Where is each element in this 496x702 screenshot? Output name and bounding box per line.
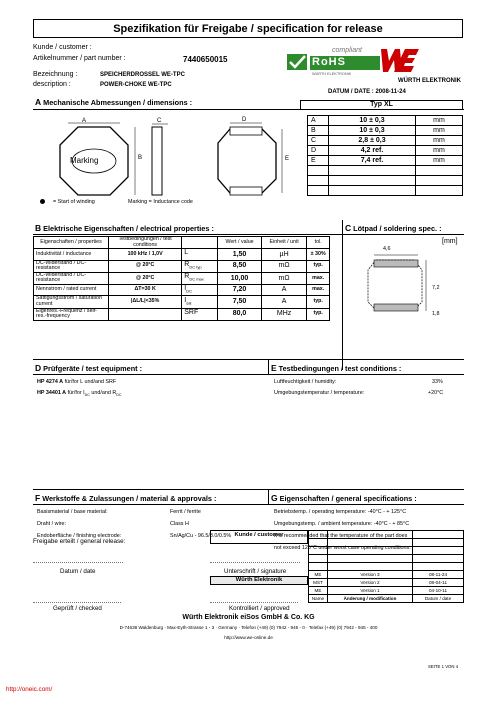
- electrical-row: [34, 308, 330, 320]
- value: 7,50: [218, 296, 262, 308]
- symbol: [182, 308, 218, 320]
- we-logo-text: WÜRTH ELEKTRONIK: [398, 78, 461, 84]
- revision-row: [309, 587, 464, 595]
- section-e-title: [271, 363, 401, 373]
- value: 7,20: [218, 284, 262, 295]
- approved-line: [210, 602, 298, 603]
- dimension-key: D: [308, 146, 329, 156]
- description: POWER-CHOKE WE-TPC: [100, 82, 172, 88]
- divider: [342, 220, 343, 370]
- revision-name: MST: [309, 579, 328, 587]
- dimension-row: [308, 136, 463, 146]
- signature-line: [210, 562, 300, 563]
- col-header-tolerance: tol.: [307, 237, 330, 249]
- property-name: DC-Widerstand / DC-resistance: [34, 272, 109, 284]
- rohs-sub-text: WÜRTH ELEKTRONIK: [312, 72, 352, 76]
- col-header-conditions: Testbedingungen / test conditions: [109, 237, 182, 249]
- section-d-letter: D: [35, 363, 42, 373]
- unit: µH: [261, 249, 306, 260]
- test-equipment-1-model: HP 4274 A: [37, 379, 64, 385]
- base-material-label: Basismaterial / base material:: [37, 509, 108, 515]
- dimension-key: E: [308, 156, 329, 166]
- finishing-label: Endoberfläche / finishing electrode:: [37, 533, 122, 539]
- dimension-unit: mm: [416, 126, 463, 136]
- source-url-link[interactable]: http://oneic.com/: [6, 686, 53, 693]
- footer-address: D-74638 Waldenburg · Max-Eyth-Strasse 1 - 3 · Germany · Telefon (+49) (0) 7942 - 945 - 0 · Telefax (+49) (0) 7942 - 945 - 400: [119, 625, 378, 630]
- col-header-symbol: [182, 237, 218, 249]
- customer-stamp-label: Kunde / customer: [234, 532, 284, 538]
- dim-label-e: E: [285, 156, 290, 162]
- dimension-row: [308, 126, 463, 136]
- designation: SPEICHERDROSSEL WE-TPC: [100, 72, 185, 78]
- divider: [33, 374, 464, 375]
- signature-label: Unterschrift / signature: [224, 568, 287, 575]
- dimension-row: [308, 156, 463, 166]
- description-label: description :: [33, 81, 71, 88]
- symbol-sub: DC typ: [189, 264, 202, 270]
- general-spec-line: It is recommended that the temperature of the part does: [274, 533, 408, 539]
- dimension-key: B: [308, 126, 329, 136]
- dimensions-table: [307, 115, 463, 196]
- legend-start: = Start of winding: [53, 199, 95, 205]
- divider: [33, 234, 464, 235]
- unit: mΩ: [261, 260, 306, 272]
- rohs-text: RoHS: [312, 56, 346, 68]
- dim-label-a: A: [82, 118, 87, 124]
- symbol-main: I: [184, 296, 187, 304]
- test-equipment-2-model: HP 34401 A: [37, 390, 67, 396]
- dim-label-b: B: [138, 155, 143, 161]
- customer-label: Kunde / customer :: [33, 44, 92, 51]
- revision-change: Version 2: [328, 579, 413, 587]
- unit: mΩ: [261, 272, 306, 284]
- revision-change: Version 3: [328, 571, 413, 579]
- unit: A: [261, 284, 306, 295]
- test-equipment-2-sub1: DC: [84, 393, 90, 398]
- divider: [33, 359, 464, 360]
- revision-row-empty: [309, 547, 464, 555]
- checked-label: Geprüft / checked: [53, 605, 102, 612]
- revision-date: 04-10-11: [413, 587, 464, 595]
- tolerance: max.: [307, 272, 330, 284]
- revision-date: 08-11-24: [413, 571, 464, 579]
- dimension-row-empty: [308, 166, 463, 176]
- unit: MHz: [261, 308, 306, 320]
- dimension-value: 2,8 ± 0,3: [329, 136, 416, 146]
- date-line: [33, 562, 123, 563]
- symbol: [182, 296, 218, 308]
- section-c-letter: C: [345, 223, 352, 233]
- property-name: Eigenres.-Frequenz / self-res.-frequency: [34, 308, 109, 320]
- section-b-title: [35, 223, 214, 233]
- legend-marking: Marking = Inductance code: [128, 199, 193, 205]
- revision-date: 08-04-11: [413, 579, 464, 587]
- start-of-winding-dot: [40, 199, 45, 204]
- test-equipment-2-sub2: DC: [116, 393, 122, 398]
- dimension-unit: mm: [416, 146, 463, 156]
- electrical-row: [34, 284, 330, 295]
- dimension-value: 10 ± 0,3: [329, 116, 416, 126]
- revision-header-name: Name: [309, 595, 328, 603]
- tolerance: typ.: [307, 296, 330, 308]
- marking-label: Marking: [70, 156, 99, 165]
- symbol: [182, 249, 218, 260]
- pad-dim-right: 7,2: [432, 285, 440, 291]
- solder-pad-drawing: [362, 250, 432, 320]
- we-stamp-label: Würth Elektronik: [235, 577, 283, 583]
- symbol-sub: sat: [186, 300, 192, 306]
- temperature-label: Umgebungstemperatur / temperature:: [274, 390, 365, 396]
- revision-row-empty: [309, 539, 464, 547]
- section-c-text: Lötpad / soldering spec. :: [353, 224, 442, 233]
- property-name: Nennstrom / rated current: [34, 284, 109, 295]
- revision-header-change: Änderung / modification: [328, 595, 413, 603]
- page-number: SEITE 1 VON 4: [428, 664, 459, 669]
- checked-line: [33, 602, 121, 603]
- section-f-title: [35, 493, 216, 503]
- value: 1,50: [218, 249, 262, 260]
- wire-value: Class H: [170, 521, 189, 527]
- dimension-value: 10 ± 0,3: [329, 126, 416, 136]
- section-d-title: [35, 363, 142, 373]
- revision-row-empty: [309, 563, 464, 571]
- dimension-unit: mm: [416, 116, 463, 126]
- revision-row: [309, 579, 464, 587]
- value: 10,00: [218, 272, 262, 284]
- col-header-properties: Eigenschaften / properties: [34, 237, 109, 249]
- general-release-label: Freigabe erteilt / general release:: [33, 538, 126, 545]
- test-condition: ΔT=30 K: [109, 284, 182, 295]
- section-g-title: [271, 493, 417, 503]
- designation-label: Bezeichnung :: [33, 71, 78, 78]
- divider: [268, 359, 269, 375]
- test-equipment-1: [37, 379, 116, 385]
- test-condition: @ 20°C: [109, 260, 182, 272]
- divider: [268, 489, 269, 505]
- symbol-sub: DC: [186, 288, 192, 294]
- test-equipment-2-mid: und/and R: [89, 390, 117, 396]
- footer-website[interactable]: http://www.we-online.de: [224, 635, 273, 640]
- revision-header-row: [309, 595, 464, 603]
- electrical-properties-table: [33, 236, 330, 321]
- rohs-compliant-text: compliant: [332, 47, 362, 54]
- pad-unit: [mm]: [442, 238, 458, 245]
- humidity-value: 33%: [432, 379, 443, 385]
- section-b-text: Elektrische Eigenschaften / electrical properties :: [43, 224, 214, 233]
- test-condition: 100 kHz / 1,0V: [109, 249, 182, 260]
- section-b-letter: B: [35, 223, 42, 233]
- part-number-label: Artikelnummer / part number :: [33, 55, 126, 62]
- electrical-row: [34, 272, 330, 284]
- section-f-text: Werkstoffe & Zulassungen / material & approvals :: [42, 494, 217, 503]
- dimension-row: [308, 116, 463, 126]
- symbol: [182, 284, 218, 295]
- test-condition: [109, 308, 182, 320]
- electrical-row: [34, 296, 330, 308]
- dimension-key: C: [308, 136, 329, 146]
- property-name: Induktivität / inductance: [34, 249, 109, 260]
- tolerance: typ.: [307, 308, 330, 320]
- test-condition: @ 20°C: [109, 272, 182, 284]
- revision-row-empty: [309, 531, 464, 539]
- dimension-row-empty: [308, 186, 463, 196]
- revision-row-empty: [309, 555, 464, 563]
- test-equipment-2: [37, 390, 121, 397]
- page-title: Spezifikation für Freigabe / specification for release: [113, 23, 383, 35]
- pad-dim-top: 4,6: [383, 246, 391, 252]
- dimension-value: 4,2 ref.: [329, 146, 416, 156]
- symbol-sub: DC max: [189, 276, 204, 282]
- dimension-row-empty: [308, 176, 463, 186]
- section-a-text: Mechanische Abmessungen / dimensions :: [43, 98, 193, 107]
- section-e-letter: E: [271, 363, 277, 373]
- section-g-letter: G: [271, 493, 278, 503]
- electrical-row: [34, 249, 330, 260]
- col-header-value: Wert / value: [218, 237, 262, 249]
- date-stamp: DATUM / DATE : 2008-11-24: [328, 89, 406, 95]
- tolerance: max.: [307, 284, 330, 295]
- section-f-letter: F: [35, 493, 41, 503]
- value: 80,0: [218, 308, 262, 320]
- temperature-value: +20°C: [428, 390, 444, 396]
- unit: A: [261, 296, 306, 308]
- dim-label-d: D: [242, 117, 247, 123]
- general-spec-line: not exceed 125°C under worst case operating conditions.: [274, 545, 411, 551]
- value: 8,50: [218, 260, 262, 272]
- divider: [33, 504, 464, 505]
- type-label: Typ XL: [370, 101, 393, 108]
- electrical-row: [34, 260, 330, 272]
- symbol-main: I: [184, 285, 187, 293]
- finishing-value: Sn/Ag/Cu - 96.5/3.0/0.5%: [170, 533, 232, 539]
- humidity-label: Luftfeuchtigkeit / humidity:: [274, 379, 337, 385]
- revision-row: [309, 571, 464, 579]
- symbol-main: L: [184, 249, 189, 257]
- symbol: [182, 272, 218, 284]
- section-a-letter: A: [35, 97, 42, 107]
- part-number: 7440650015: [183, 55, 228, 64]
- symbol-main: R: [184, 273, 190, 281]
- symbol-main: R: [184, 261, 190, 269]
- general-spec-line: Umgebungstemp. / ambient temperature: -40°C - + 85°C: [274, 521, 410, 527]
- revision-table: [308, 530, 464, 603]
- test-equipment-2-text: für/for I: [66, 390, 85, 396]
- dimension-row: [308, 146, 463, 156]
- date-label: Datum / date: [60, 568, 96, 575]
- symbol-main: SRF: [184, 309, 199, 317]
- general-spec-line: Betriebstemp. / operating temperature: -40°C - + 125°C: [274, 509, 407, 515]
- revision-name: ME: [309, 587, 328, 595]
- tolerance: typ.: [307, 260, 330, 272]
- section-e-text: Testbedingungen / test conditions :: [278, 364, 402, 373]
- test-equipment-1-text: für/for L und/and SRF: [63, 379, 117, 385]
- footer-company: Würth Elektronik eiSos GmbH & Co. KG: [182, 614, 315, 621]
- section-a-title: [35, 97, 192, 107]
- divider: [33, 489, 464, 490]
- wire-label: Draht / wire:: [37, 521, 67, 527]
- property-name: DC-Widerstand / DC-resistance: [34, 260, 109, 272]
- base-material-value: Ferrit / ferrite: [170, 509, 201, 515]
- dimension-value: 7,4 ref.: [329, 156, 416, 166]
- dimension-unit: mm: [416, 136, 463, 146]
- revision-change: Version 1: [328, 587, 413, 595]
- revision-header-date: Datum / date: [413, 595, 464, 603]
- dimension-unit: mm: [416, 156, 463, 166]
- section-c-title: [345, 223, 442, 233]
- company-logo: [286, 44, 466, 86]
- dimension-key: A: [308, 116, 329, 126]
- dim-label-c: C: [157, 118, 162, 124]
- approved-label: Kontrolliert / approved: [229, 605, 290, 612]
- symbol: [182, 260, 218, 272]
- pad-dim-pad: 1,8: [432, 311, 440, 317]
- section-g-text: Eigenschaften / general specifications :: [279, 494, 417, 503]
- property-name: Sättigungsstrom / saturation current: [34, 296, 109, 308]
- revision-name: ME: [309, 571, 328, 579]
- tolerance: ± 30%: [307, 249, 330, 260]
- test-condition: |ΔL/L|<35%: [109, 296, 182, 308]
- section-d-text: Prüfgeräte / test equipment :: [43, 364, 143, 373]
- col-header-unit: Einheit / unit: [261, 237, 306, 249]
